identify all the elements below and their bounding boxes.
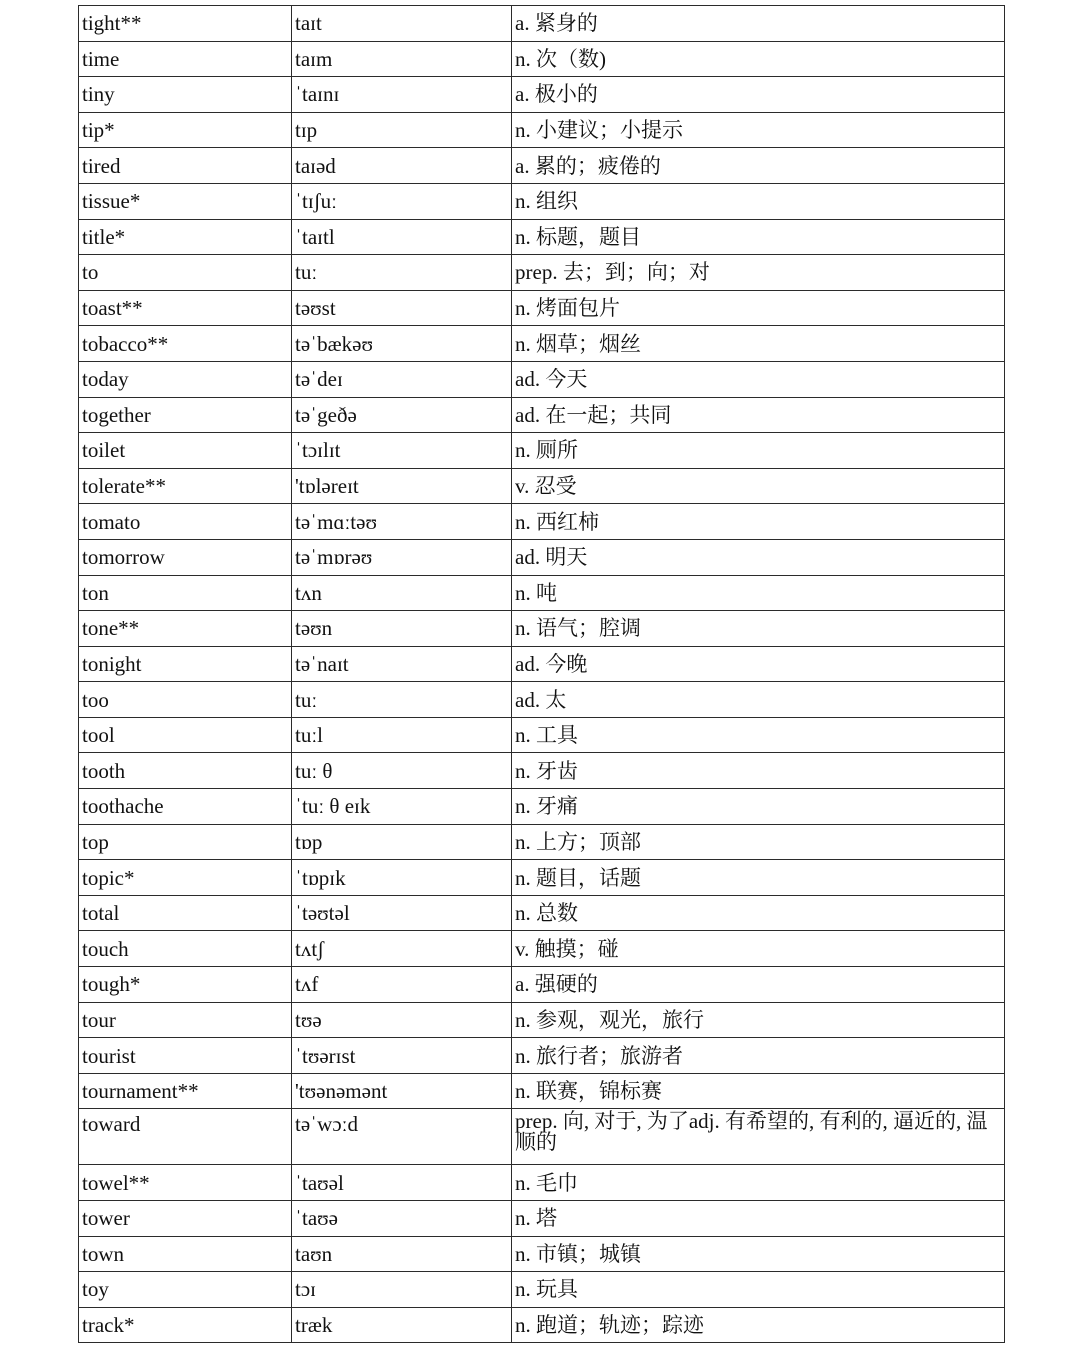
word-cell: toilet: [79, 433, 292, 469]
definition-cell: n. 组织: [512, 183, 1005, 219]
definition-cell: n. 语气；腔调: [512, 611, 1005, 647]
phonetic-cell: təˈwɔːd: [292, 1109, 512, 1165]
word-cell: tournament**: [79, 1073, 292, 1109]
table-row: [79, 1307, 1005, 1343]
phonetic-cell: təˈdeɪ: [292, 361, 512, 397]
table-row: [79, 1038, 1005, 1074]
definition-cell: n. 吨: [512, 575, 1005, 611]
phonetic-cell: tʌn: [292, 575, 512, 611]
table-row: [79, 504, 1005, 540]
table-row: [79, 753, 1005, 789]
definition-cell: n. 西红柿: [512, 504, 1005, 540]
word-cell: title*: [79, 219, 292, 255]
phonetic-cell: təˈbækəʊ: [292, 326, 512, 362]
phonetic-cell: ˈtəʊtəl: [292, 895, 512, 931]
phonetic-cell: tuː: [292, 255, 512, 291]
word-cell: tobacco**: [79, 326, 292, 362]
phonetic-cell: təˈmɒrəʊ: [292, 539, 512, 575]
definition-cell: ad. 明天: [512, 539, 1005, 575]
definition-cell: prep. 向, 对于, 为了adj. 有希望的, 有利的, 逼近的, 温顺的: [512, 1109, 1005, 1165]
word-cell: track*: [79, 1307, 292, 1343]
phonetic-cell: tuː θ: [292, 753, 512, 789]
table-row: [79, 148, 1005, 184]
phonetic-cell: tɔɪ: [292, 1272, 512, 1308]
word-cell: tomorrow: [79, 539, 292, 575]
phonetic-cell: ˈtɪʃuː: [292, 183, 512, 219]
phonetic-cell: təʊst: [292, 290, 512, 326]
table-row: [79, 646, 1005, 682]
word-cell: town: [79, 1236, 292, 1272]
word-cell: to: [79, 255, 292, 291]
word-cell: total: [79, 895, 292, 931]
definition-cell: ad. 在一起；共同: [512, 397, 1005, 433]
table-row: [79, 41, 1005, 77]
word-cell: topic*: [79, 860, 292, 896]
table-row: [79, 1201, 1005, 1237]
table-row: [79, 1002, 1005, 1038]
phonetic-cell: ˈtaʊəl: [292, 1165, 512, 1201]
phonetic-cell: tuːl: [292, 717, 512, 753]
table-row: [79, 1165, 1005, 1201]
phonetic-cell: taʊn: [292, 1236, 512, 1272]
definition-cell: n. 总数: [512, 895, 1005, 931]
definition-cell: ad. 今天: [512, 361, 1005, 397]
table-row: [79, 326, 1005, 362]
phonetic-cell: tʊə: [292, 1002, 512, 1038]
table-row: [79, 895, 1005, 931]
table-row: [79, 539, 1005, 575]
word-cell: tolerate**: [79, 468, 292, 504]
word-cell: together: [79, 397, 292, 433]
definition-cell: a. 强硬的: [512, 967, 1005, 1003]
word-cell: tip*: [79, 112, 292, 148]
table-row: [79, 1272, 1005, 1308]
word-cell: toy: [79, 1272, 292, 1308]
word-cell: tired: [79, 148, 292, 184]
word-cell: touch: [79, 931, 292, 967]
word-cell: towel**: [79, 1165, 292, 1201]
definition-cell: n. 烟草；烟丝: [512, 326, 1005, 362]
table-row: [79, 931, 1005, 967]
definition-cell: n. 毛巾: [512, 1165, 1005, 1201]
definition-cell: n. 玩具: [512, 1272, 1005, 1308]
phonetic-cell: təˈmɑːtəʊ: [292, 504, 512, 540]
phonetic-cell: ˈtaʊə: [292, 1201, 512, 1237]
table-row: [79, 575, 1005, 611]
definition-cell: prep. 去；到；向；对: [512, 255, 1005, 291]
word-cell: tiny: [79, 77, 292, 113]
word-cell: tower: [79, 1201, 292, 1237]
phonetic-cell: 'tɒləreɪt: [292, 468, 512, 504]
phonetic-cell: tʌtʃ: [292, 931, 512, 967]
word-cell: tomato: [79, 504, 292, 540]
phonetic-cell: taɪm: [292, 41, 512, 77]
table-row: [79, 183, 1005, 219]
word-cell: tour: [79, 1002, 292, 1038]
table-row: [79, 77, 1005, 113]
phonetic-cell: ˈtɒpɪk: [292, 860, 512, 896]
definition-cell: n. 旅行者；旅游者: [512, 1038, 1005, 1074]
definition-cell: n. 牙齿: [512, 753, 1005, 789]
table-row: [79, 433, 1005, 469]
word-cell: toward: [79, 1109, 292, 1165]
vocabulary-table-body: [79, 6, 1005, 1343]
phonetic-cell: tuː: [292, 682, 512, 718]
table-row: [79, 1073, 1005, 1109]
word-cell: tourist: [79, 1038, 292, 1074]
definition-cell: n. 塔: [512, 1201, 1005, 1237]
table-row: [79, 112, 1005, 148]
phonetic-cell: taɪəd: [292, 148, 512, 184]
table-row: [79, 255, 1005, 291]
word-cell: tight**: [79, 6, 292, 42]
table-row: [79, 824, 1005, 860]
word-cell: tone**: [79, 611, 292, 647]
word-cell: tissue*: [79, 183, 292, 219]
definition-cell: n. 标题，题目: [512, 219, 1005, 255]
definition-cell: n. 跑道；轨迹；踪迹: [512, 1307, 1005, 1343]
definition-cell: a. 紧身的: [512, 6, 1005, 42]
phonetic-cell: ˈtuː θ eɪk: [292, 789, 512, 825]
word-cell: toothache: [79, 789, 292, 825]
definition-cell: n. 小建议；小提示: [512, 112, 1005, 148]
table-row: [79, 717, 1005, 753]
word-cell: top: [79, 824, 292, 860]
definition-cell: a. 极小的: [512, 77, 1005, 113]
phonetic-cell: træk: [292, 1307, 512, 1343]
phonetic-cell: ˈtaɪtl: [292, 219, 512, 255]
phonetic-cell: tɒp: [292, 824, 512, 860]
phonetic-cell: tʌf: [292, 967, 512, 1003]
word-cell: too: [79, 682, 292, 718]
phonetic-cell: ˈtʊərɪst: [292, 1038, 512, 1074]
table-row: [79, 361, 1005, 397]
definition-cell: a. 累的；疲倦的: [512, 148, 1005, 184]
definition-cell: n. 牙痛: [512, 789, 1005, 825]
table-row: [79, 1236, 1005, 1272]
table-row: [79, 682, 1005, 718]
word-cell: tooth: [79, 753, 292, 789]
table-row: [79, 219, 1005, 255]
table-row: [79, 397, 1005, 433]
word-cell: today: [79, 361, 292, 397]
word-cell: tough*: [79, 967, 292, 1003]
phonetic-cell: təʊn: [292, 611, 512, 647]
table-row: [79, 611, 1005, 647]
word-cell: toast**: [79, 290, 292, 326]
word-cell: tonight: [79, 646, 292, 682]
definition-cell: v. 触摸；碰: [512, 931, 1005, 967]
phonetic-cell: tɪp: [292, 112, 512, 148]
phonetic-cell: taɪt: [292, 6, 512, 42]
definition-cell: ad. 今晚: [512, 646, 1005, 682]
table-row: [79, 860, 1005, 896]
table-row: [79, 468, 1005, 504]
definition-cell: n. 参观，观光，旅行: [512, 1002, 1005, 1038]
vocabulary-table: [78, 5, 1005, 1343]
table-row: [79, 1109, 1005, 1165]
definition-cell: n. 联赛，锦标赛: [512, 1073, 1005, 1109]
word-cell: time: [79, 41, 292, 77]
word-cell: ton: [79, 575, 292, 611]
table-row: [79, 6, 1005, 42]
definition-cell: n. 市镇；城镇: [512, 1236, 1005, 1272]
phonetic-cell: 'tʊənəmənt: [292, 1073, 512, 1109]
definition-cell: n. 题目，话题: [512, 860, 1005, 896]
definition-cell: n. 烤面包片: [512, 290, 1005, 326]
definition-cell: n. 上方；顶部: [512, 824, 1005, 860]
table-row: [79, 290, 1005, 326]
phonetic-cell: ˈtaɪnɪ: [292, 77, 512, 113]
definition-cell: n. 次（数): [512, 41, 1005, 77]
definition-cell: ad. 太: [512, 682, 1005, 718]
phonetic-cell: təˈnaɪt: [292, 646, 512, 682]
definition-cell: n. 工具: [512, 717, 1005, 753]
definition-cell: v. 忍受: [512, 468, 1005, 504]
word-cell: tool: [79, 717, 292, 753]
phonetic-cell: təˈgeðə: [292, 397, 512, 433]
phonetic-cell: ˈtɔɪlɪt: [292, 433, 512, 469]
table-row: [79, 967, 1005, 1003]
table-row: [79, 789, 1005, 825]
definition-cell: n. 厕所: [512, 433, 1005, 469]
